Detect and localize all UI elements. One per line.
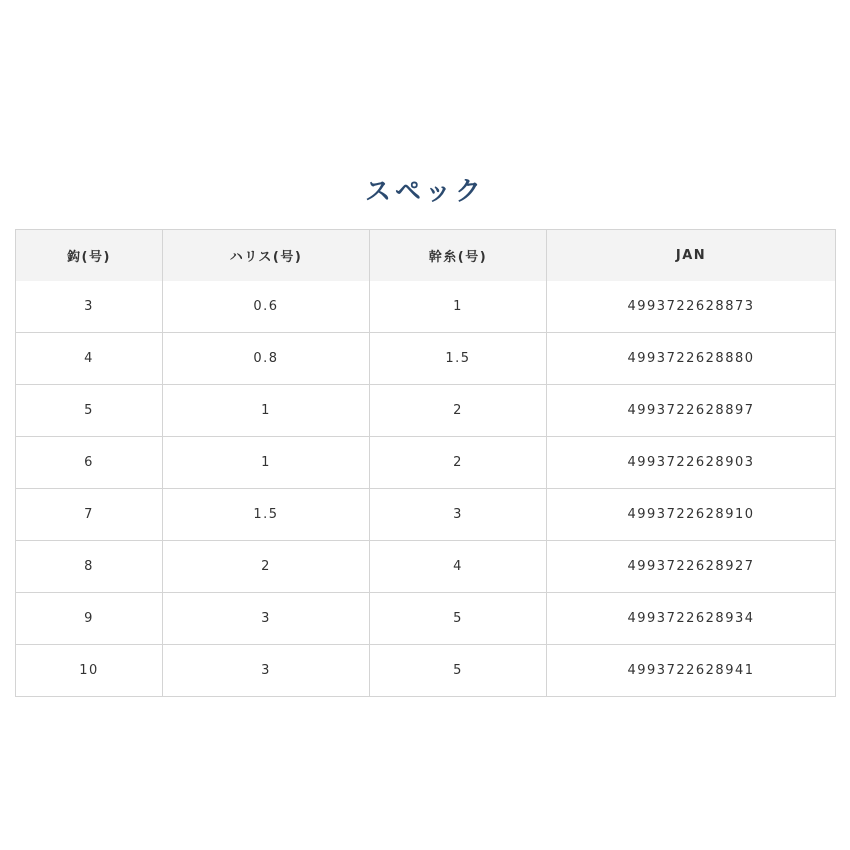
cell-hook-size: 5 — [16, 385, 163, 437]
cell-leader-size: 1.5 — [163, 489, 370, 541]
cell-jan: 4993722628897 — [547, 385, 836, 437]
cell-jan: 4993722628903 — [547, 437, 836, 489]
cell-jan: 4993722628910 — [547, 489, 836, 541]
table-row — [16, 437, 836, 489]
cell-jan: 4993722628880 — [547, 333, 836, 385]
cell-hook-size: 8 — [16, 541, 163, 593]
cell-leader-size: 2 — [163, 541, 370, 593]
cell-hook-size: 6 — [16, 437, 163, 489]
table-row — [16, 333, 836, 385]
cell-hook-size: 10 — [16, 645, 163, 697]
cell-jan: 4993722628873 — [547, 281, 836, 333]
table-row — [16, 281, 836, 333]
cell-leader-size: 3 — [163, 645, 370, 697]
cell-main-line-size: 2 — [370, 437, 547, 489]
cell-main-line-size: 4 — [370, 541, 547, 593]
cell-main-line-size: 1 — [370, 281, 547, 333]
cell-main-line-size: 3 — [370, 489, 547, 541]
table-row — [16, 541, 836, 593]
cell-jan: 4993722628941 — [547, 645, 836, 697]
cell-hook-size: 7 — [16, 489, 163, 541]
table-row — [16, 489, 836, 541]
cell-main-line-size: 5 — [370, 593, 547, 645]
spec-table — [15, 229, 836, 697]
header-jan: JAN — [547, 230, 836, 282]
cell-main-line-size: 5 — [370, 645, 547, 697]
cell-leader-size: 3 — [163, 593, 370, 645]
table-row — [16, 645, 836, 697]
cell-hook-size: 9 — [16, 593, 163, 645]
cell-leader-size: 1 — [163, 385, 370, 437]
table-header-row — [16, 230, 836, 282]
header-hook-size: 鈎(号) — [16, 230, 163, 282]
cell-leader-size: 1 — [163, 437, 370, 489]
cell-leader-size: 0.8 — [163, 333, 370, 385]
header-main-line-size: 幹糸(号) — [370, 230, 547, 282]
page-title: スペック — [364, 176, 485, 207]
cell-main-line-size: 1.5 — [370, 333, 547, 385]
cell-hook-size: 4 — [16, 333, 163, 385]
table-row — [16, 385, 836, 437]
cell-leader-size: 0.6 — [163, 281, 370, 333]
cell-main-line-size: 2 — [370, 385, 547, 437]
cell-jan: 4993722628927 — [547, 541, 836, 593]
table-row — [16, 593, 836, 645]
header-leader-size: ハリス(号) — [163, 230, 370, 282]
cell-hook-size: 3 — [16, 281, 163, 333]
cell-jan: 4993722628934 — [547, 593, 836, 645]
